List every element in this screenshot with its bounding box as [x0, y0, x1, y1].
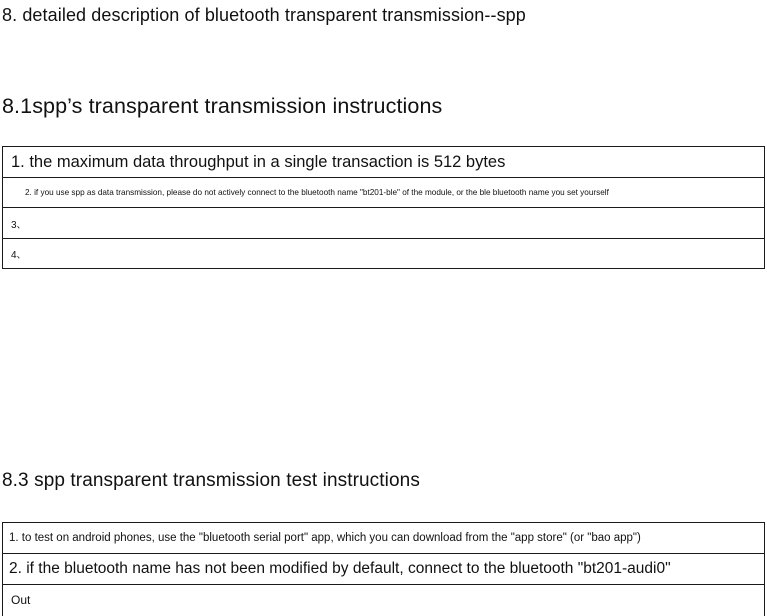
- table-row: 2. if you use spp as data transmission, please do not actively connect to the bluetooth name "bt201-ble" of the module, or the ble bluetooth name you set yourself: [3, 177, 764, 207]
- table-row: Out: [3, 584, 764, 615]
- table-row: 4、: [3, 238, 764, 268]
- table-row: 1. to test on android phones, use the "bluetooth serial port" app, which you can download from the "app store" (or "bao app"): [9, 532, 641, 544]
- table-row: 3、: [3, 207, 764, 238]
- table-row: 2. if the bluetooth name has not been modified by default, connect to the bluetooth "bt201-audi0": [3, 553, 764, 584]
- section-8-heading: 8. detailed description of bluetooth transparent transmission--spp: [2, 5, 526, 25]
- section-8-3-heading: 8.3 spp transparent transmission test instructions: [2, 470, 420, 491]
- spp-instructions-table: [2, 146, 765, 269]
- spp-test-instructions-table: [2, 522, 765, 616]
- section-8-1-heading: 8.1spp’s transparent transmission instructions: [2, 94, 443, 118]
- table-row: 1. the maximum data throughput in a single transaction is 512 bytes: [11, 152, 506, 171]
